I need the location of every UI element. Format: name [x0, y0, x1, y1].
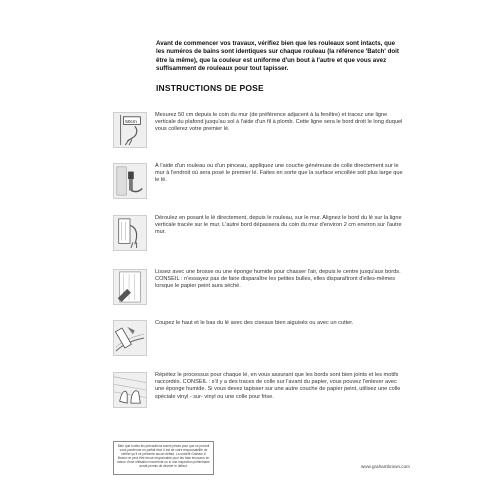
paint-brush-icon — [113, 163, 147, 199]
website-url: www.grahambrown.com — [360, 464, 410, 469]
wallpaper-roll-icon — [113, 215, 147, 251]
step-2-text: À l'aide d'un rouleau ou d'un pinceau, appliquez une couche généreuse de colle directement sur le mur à l'endroit où sera posé le premier lé. Faites en sorte que la surface encollée soit plus large que le lé. — [155, 163, 403, 184]
disclaimer-box: Bien que toutes les précautions soient prises pour que ce produit vous parvienne en parfait état, il est de votre responsabilité de vérifier qu'il ne présente aucun défaut. La société Graham & Brown ne peut être tenue responsable pour les frais encourus en raison d'une utilisation incorrecte ou si une inspection préliminaire aurait permis de déceler le défaut. — [113, 441, 214, 475]
step-3-text: Déroulez en posant le lé directement, depuis le rouleau, sur le mur. Alignez le bord du lé sur la ligne verticale tracée sur le mur. L'autre bord dépassera du coin du mur d'environ 2 cm environ sur l'autre mur. — [155, 215, 402, 236]
hands-icon — [113, 372, 147, 408]
instructions-heading: INSTRUCTIONS DE POSE — [156, 83, 264, 93]
cutter-icon — [113, 320, 147, 356]
intro-paragraph: Avant de commencer vos travaux, vérifiez bien que les rouleaux sont intacts, que les numéros de bains sont identiques sur chaque rouleau (la référence 'Batch' doit être la même), que la couleur est uniforme d'un bout à l'autre et que vous avez suffisamment de rouleaux pour tout tapisser. — [156, 40, 399, 72]
step-5-text: Coupez le haut et le bas du lé avec des ciseaux bien aiguisés ou avec un cutter. — [155, 320, 354, 326]
smoothing-brush-icon — [113, 269, 147, 305]
step-4-text: Lissez avec une brosse ou une éponge humide pour chasser l'air, depuis le centre jusqu'aux bords. CONSEIL : n'essayez pas de faire disparaître les petites bulles, elles disparaîtront d'elles-mêmes lorsque le papier peint aura séché. — [155, 269, 401, 290]
step-6-text: Répétez le processus pour chaque lé, en vous assurant que les bords sont bien joints et les motifs raccordés. CONSEIL : s'il y a des traces de colle sur l'avant du papier, vous pouvez l'enlever avec une éponge humide. Si vous devez tapisser sur une autre couche de papier peint, utilisez une colle spéciale vinyl - sur- vinyl ou une colle pour frise. — [155, 372, 401, 400]
measure-label: 50cm — [125, 118, 137, 124]
step-1-text: Mesurez 50 cm depuis le coin du mur (de préférence adjacent à la fenêtre) et tracez une ligne verticale du plafond jusqu'au sol à l'aide d'un fil à plomb. Cette ligne sera le bord droit le long duquel vous collerez votre premier lé. — [155, 112, 403, 133]
measuring-tape-icon — [113, 112, 147, 148]
